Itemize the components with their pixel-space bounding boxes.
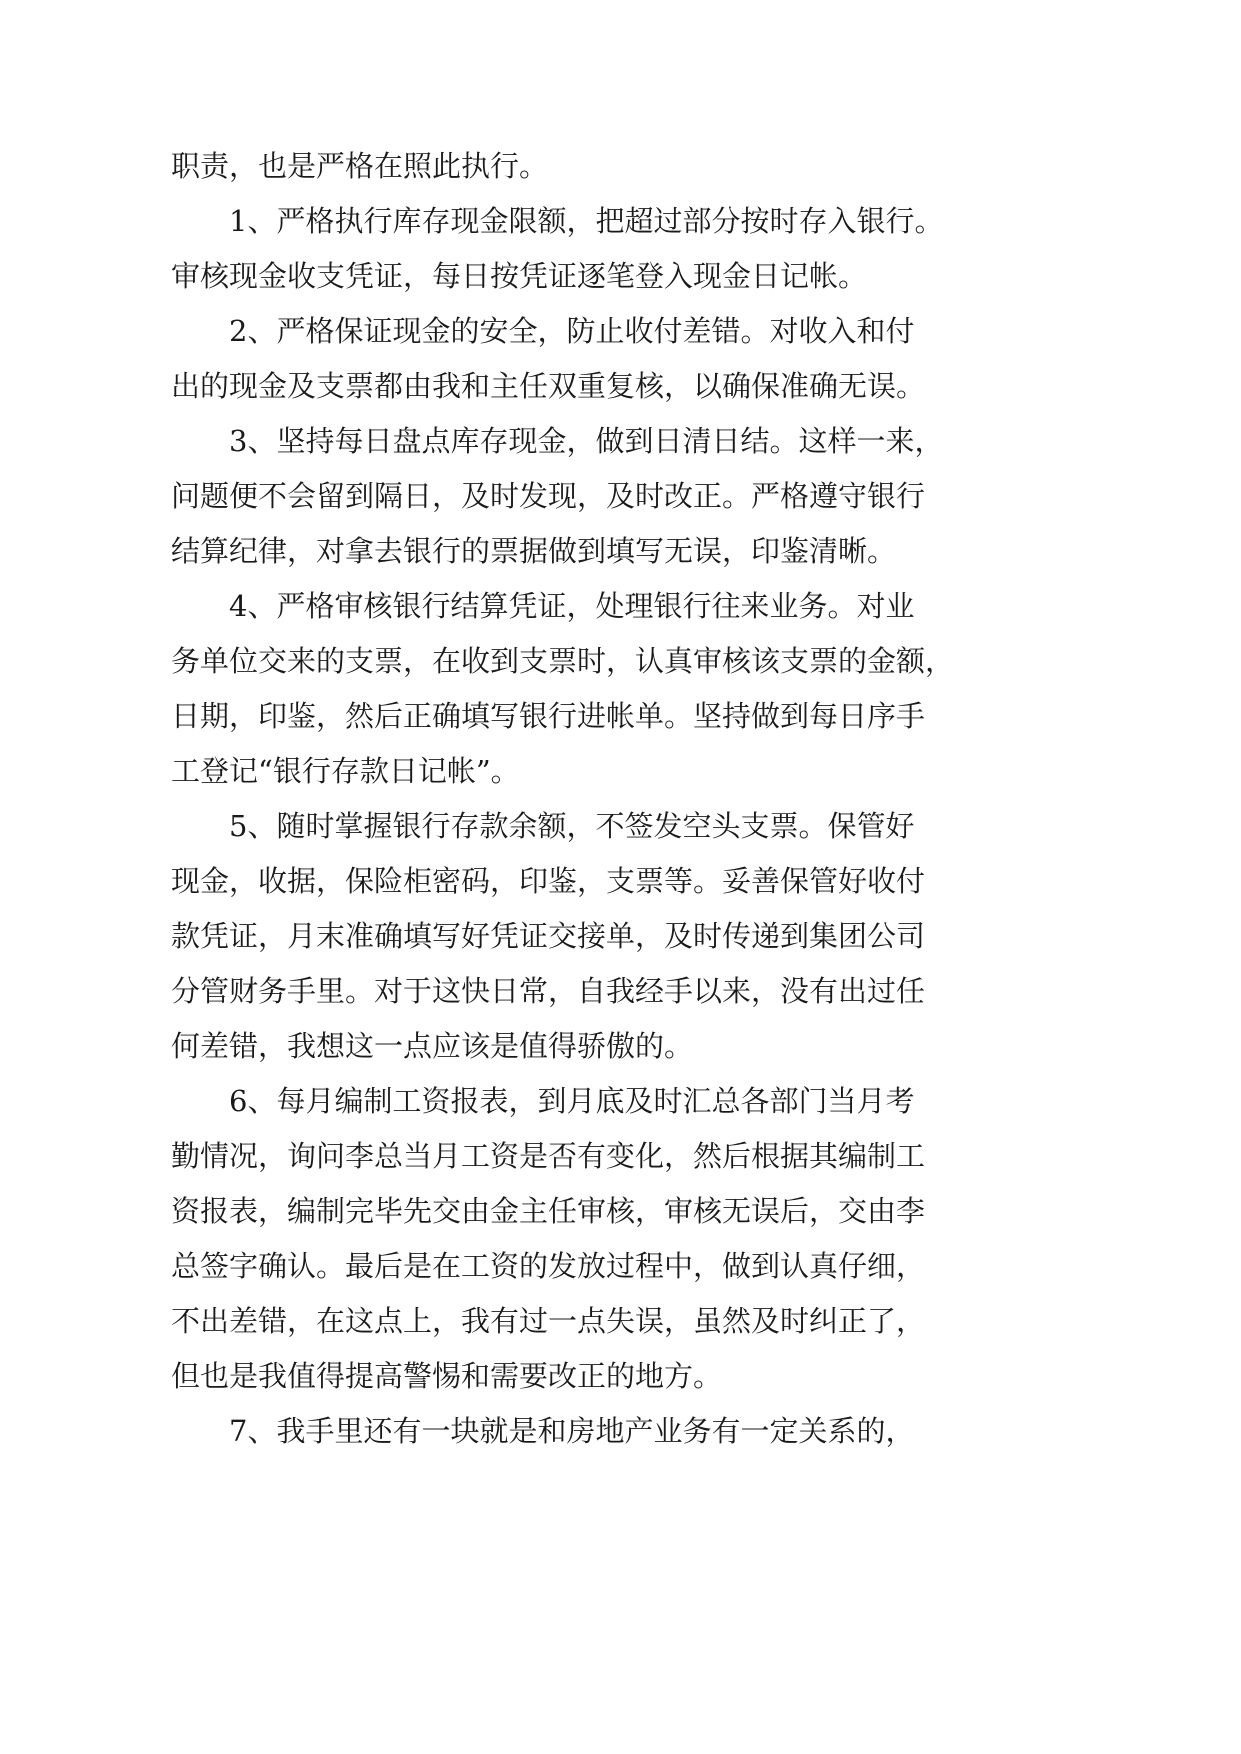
text-line: 工登记“银行存款日记帐”。: [171, 754, 520, 788]
text-line: 结算纪律，对拿去银行的票据做到填写无误，印鉴清晰。: [171, 534, 897, 568]
text-line: 务单位交来的支票，在收到支票时，认真审核该支票的金额，: [171, 644, 955, 678]
text-line: 4、严格审核银行结算凭证，处理银行往来业务。对业: [229, 589, 915, 623]
text-line: 职责，也是严格在照此执行。: [171, 149, 549, 183]
text-line: 问题便不会留到隔日，及时发现，及时改正。严格遵守银行: [171, 479, 926, 513]
text-line: 3、坚持每日盘点库存现金，做到日清日结。这样一来，: [229, 424, 944, 458]
text-line: 审核现金收支凭证，每日按凭证逐笔登入现金日记帐。: [171, 259, 868, 293]
text-line: 出的现金及支票都由我和主任双重复核，以确保准确无误。: [171, 369, 926, 403]
text-line: 勤情况，询问李总当月工资是否有变化，然后根据其编制工: [171, 1139, 926, 1173]
text-line: 何差错，我想这一点应该是值得骄傲的。: [171, 1029, 694, 1063]
text-line: 款凭证，月末准确填写好凭证交接单，及时传递到集团公司: [171, 919, 926, 953]
text-line: 分管财务手里。对于这快日常，自我经手以来，没有出过任: [171, 974, 926, 1008]
text-line: 不出差错，在这点上，我有过一点失误，虽然及时纠正了，: [171, 1304, 926, 1338]
text-line: 5、随时掌握银行存款余额，不签发空头支票。保管好: [229, 809, 915, 843]
text-line: 资报表，编制完毕先交由金主任审核，审核无误后，交由李: [171, 1194, 926, 1228]
text-line: 7、我手里还有一块就是和房地产业务有一定关系的，: [229, 1414, 915, 1448]
text-line: 日期，印鉴，然后正确填写银行进帐单。坚持做到每日序手: [171, 699, 926, 733]
text-line: 6、每月编制工资报表，到月底及时汇总各部门当月考: [229, 1084, 915, 1118]
text-line: 1、严格执行库存现金限额，把超过部分按时存入银行。: [229, 204, 944, 238]
text-line: 总签字确认。最后是在工资的发放过程中，做到认真仔细，: [171, 1249, 926, 1283]
text-line: 2、严格保证现金的安全，防止收付差错。对收入和付: [229, 314, 915, 348]
text-line: 现金，收据，保险柜密码，印鉴，支票等。妥善保管好收付: [171, 864, 926, 898]
text-line: 但也是我值得提高警惕和需要改正的地方。: [171, 1359, 723, 1393]
